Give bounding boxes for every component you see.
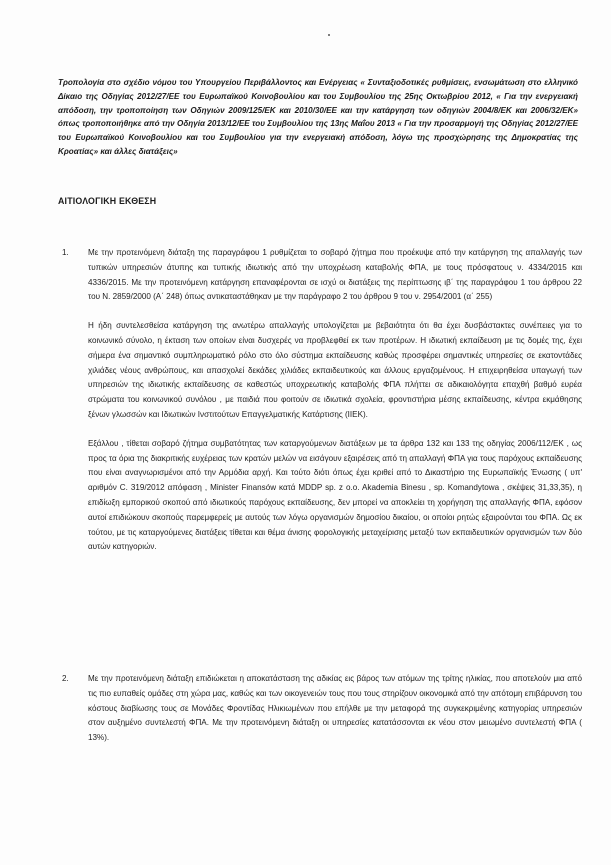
item-number: 1. <box>62 248 69 257</box>
list-item <box>62 672 582 760</box>
section-title: ΑΙΤΙΟΛΟΓΙΚΗ ΕΚΘΕΣΗ <box>58 196 157 206</box>
paragraph: Με την προτεινόμενη διάταξη της παραγράφου 1 ρυθμίζεται το σοβαρό ζήτημα που προέκυψε από την κατάργηση της απαλλαγής των τυπικών υπηρεσιών άτυπης και τυπικής ιδιωτικής από την υποχρέωση καταβολής ΦΠΑ, με τους πρόσφατους ν. 4334/2015 και 4336/2015. Με την προτεινόμενη κατάργηση επαναφέρονται σε ισχύ οι διατάξεις της περίπτωσης ιβ΄ της παραγράφου 1 του άρθρου 22 του Ν. 2859/2000 (Α΄ 248) όπως αντικαταστάθηκαν με την παράγραφο 2 του άρθρου 9 του ν. 2954/2001 (α΄ 255) <box>88 248 582 302</box>
scan-speck <box>328 34 330 36</box>
item-number: 2. <box>62 674 69 683</box>
paragraph: Εξάλλου , τίθεται σοβαρό ζήτημα συμβατότητας των καταργούμενων διατάξεων με τα άρθρα 132 και 133 της οδηγίας 2006/112/ΕΚ , ως προς τα όρια της διακριτικής ευχέρειας των κρατών μελών να εισάγουν εξαιρέσεις από τη απαλλαγή ΦΠΑ για τους παρόχους εκπαίδευσης που είναι αναγνωρισμένοι από την Αρμόδια αρχή. Και τούτο διότι όπως έχει κριθεί από το Δικαστήριο της Ευρωπαϊκής Ένωσης ( υπ' αριθμόν C. 319/2012 απόφαση , Minister Finansów κατά MDDP sp. z o.o. Akademia Binesu , sp. Komandytowa , σκέψεις 31,33,35), η επιδίωξη εμπορικού σκοπού από ιδιωτικούς παρόχους εκπαίδευσης, δεν μπορεί να αποκλείει τη χορήγηση της απαλλαγής ΦΠΑ, εφόσον αυτοί επιδιώκουν σκοπούς παρεμφερείς με αυτούς των λόγω οργανισμών δημοσίου δικαίου, οι οποίοι ρητώς εξαιρούνται του ΦΠΑ. Ως εκ τούτου, με τις καταργούμενες διατάξεις τίθεται και θέμα άνισης φορολογικής μεταχείρισης μεταξύ των εκπαιδευτικών οργανισμών των δύο αυτών κατηγοριών. <box>88 438 582 552</box>
item-body <box>88 246 582 555</box>
paragraph: Με την προτεινόμενη διάταξη επιδιώκεται η αποκατάσταση της αδικίας εις βάρος των ατόμων της τρίτης ηλικίας, που αποτελούν μια από τις πιο ευπαθείς ομάδες στη χώρα μας, καθώς και των οικογενειών τους που τους στηρίζουν οικονομικά από την απότομη επιβάρυνση του κόστους διαβίωσης τους σε Μονάδες Φροντίδας Ηλικιωμένων που επήλθε με την μεταφορά της συγκεκριμένης κατηγορίας υπηρεσιών στον αυξημένο συντελεστή ΦΠΑ. Με την προτεινόμενη διάταξη οι υπηρεσίες κατατάσσονται εκ νέου στον μειωμένο συντελεστή ΦΠΑ ( 13%). <box>88 674 582 743</box>
list-item <box>62 246 582 569</box>
amendment-heading: Τροπολογία στο σχέδιο νόμου του Υπουργείου Περιβάλλοντος και Ενέργειας « Συνταξιοδοτικές ρυθμίσεις, ενσωμάτωση στο ελληνικό Δίκαιο της Οδηγίας 2012/27/ΕΕ του Ευρωπαϊκού Κοινοβουλίου και του Συμβουλίου της 25ης Οκτωβρίου 2012, « Για την ενεργειακή απόδοση, την τροποποίηση των Οδηγιών 2009/125/ΕΚ και 2010/30/ΕΕ και την κατάργηση των οδηγιών 2004/8/ΕΚ και 2006/32/ΕΚ» όπως τροποποιήθηκε από την Οδηγία 2013/12/ΕΕ του Συμβουλίου της 13ης Μαΐου 2013 « Για την προσαρμογή της Οδηγίας 2012/27/ΕΕ του Ευρωπαϊκού Κοινοβουλίου και του Συμβουλίου για την ενεργειακή απόδοση, λόγω της προσχώρησης της Δημοκρατίας της Κροατίας» και άλλες διατάξεις» <box>58 78 578 156</box>
paragraph: Η ήδη συντελεσθείσα κατάργηση της ανωτέρω απαλλαγής υπολογίζεται με βεβαιότητα ότι θα έχει δυσβάστακτες συνέπειες για το κοινωνικό σύνολο, η έκταση των οποίων είναι δυσχερές να προβλεφθεί εκ των προτέρων. Η ιδιωτική εκπαίδευση με τις δομές της, έχει σήμερα ένα σημαντικό συμπληρωματικό ρόλο στο όλο σύστημα εκπαίδευσης καθώς προσφέρει σημαντικές υπηρεσίες σε εκατοντάδες χιλιάδες νέους ανθρώπους, και απασχολεί δεκάδες χιλιάδες εκπαιδευτικούς και άλλους εργαζομένους. Η επιχειρηθείσα υπαγωγή των υπηρεσιών της ιδιωτικής εκπαίδευσης σε καθεστώς υποχρεωτικής καταβολής ΦΠΑ πλήττει σε αδικαιολόγητα επαχθή βαθμό ευρέα στρώματα του κοινωνικού συνόλου , με παιδιά που φοιτούν σε ιδιωτικά σχολεία, φροντιστήρια μέσης εκπαίδευσης, κέντρα εκμάθησης ξένων γλωσσών και Ιδιωτικών Ινστιτούτων Επαγγελματικής Κατάρτισης (ΙΙΕΚ). <box>88 321 582 419</box>
item-body <box>88 672 582 746</box>
